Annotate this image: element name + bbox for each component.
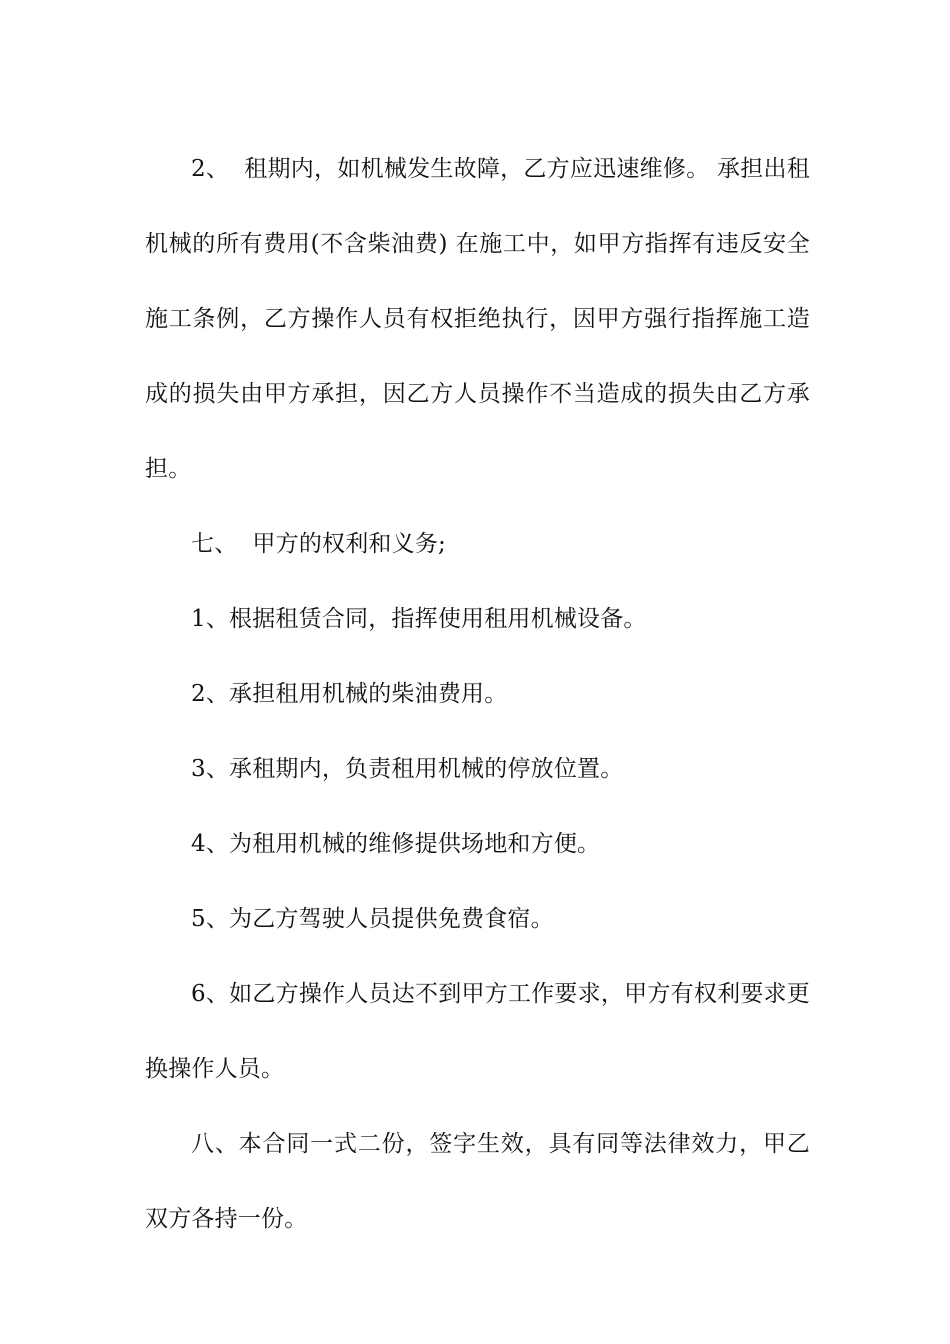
document-body	[145, 132, 810, 1257]
party-a-item-5: 5、为乙方驾驶人员提供免费食宿。	[191, 906, 554, 932]
party-a-item-3: 3、承租期内，负责租用机械的停放位置。	[191, 756, 624, 782]
section-8-paragraph: 八、本合同一式二份，签字生效，具有同等法律效力，甲乙双方各持一份。	[145, 1131, 810, 1232]
party-a-item-6: 6、如乙方操作人员达不到甲方工作要求，甲方有权利要求更换操作人员。	[145, 981, 810, 1082]
party-a-item-4: 4、为租用机械的维修提供场地和方便。	[191, 831, 601, 857]
section-7-heading: 七、 甲方的权利和义务;	[191, 531, 446, 557]
party-a-item-2: 2、承担租用机械的柴油费用。	[191, 681, 508, 707]
party-a-item-1: 1、根据租赁合同，指挥使用租用机械设备。	[191, 606, 647, 632]
clause-2-repair-paragraph: 2、 租期内，如机械发生故障，乙方应迅速维修。 承担出租机械的所有费用(不含柴油费) 在施工中，如甲方指挥有违反安全施工条例，乙方操作人员有权拒绝执行，因甲方强行指挥施工造成的损失由甲方承担，因乙方人员操作不当造成的损失由乙方承担。	[145, 156, 810, 482]
